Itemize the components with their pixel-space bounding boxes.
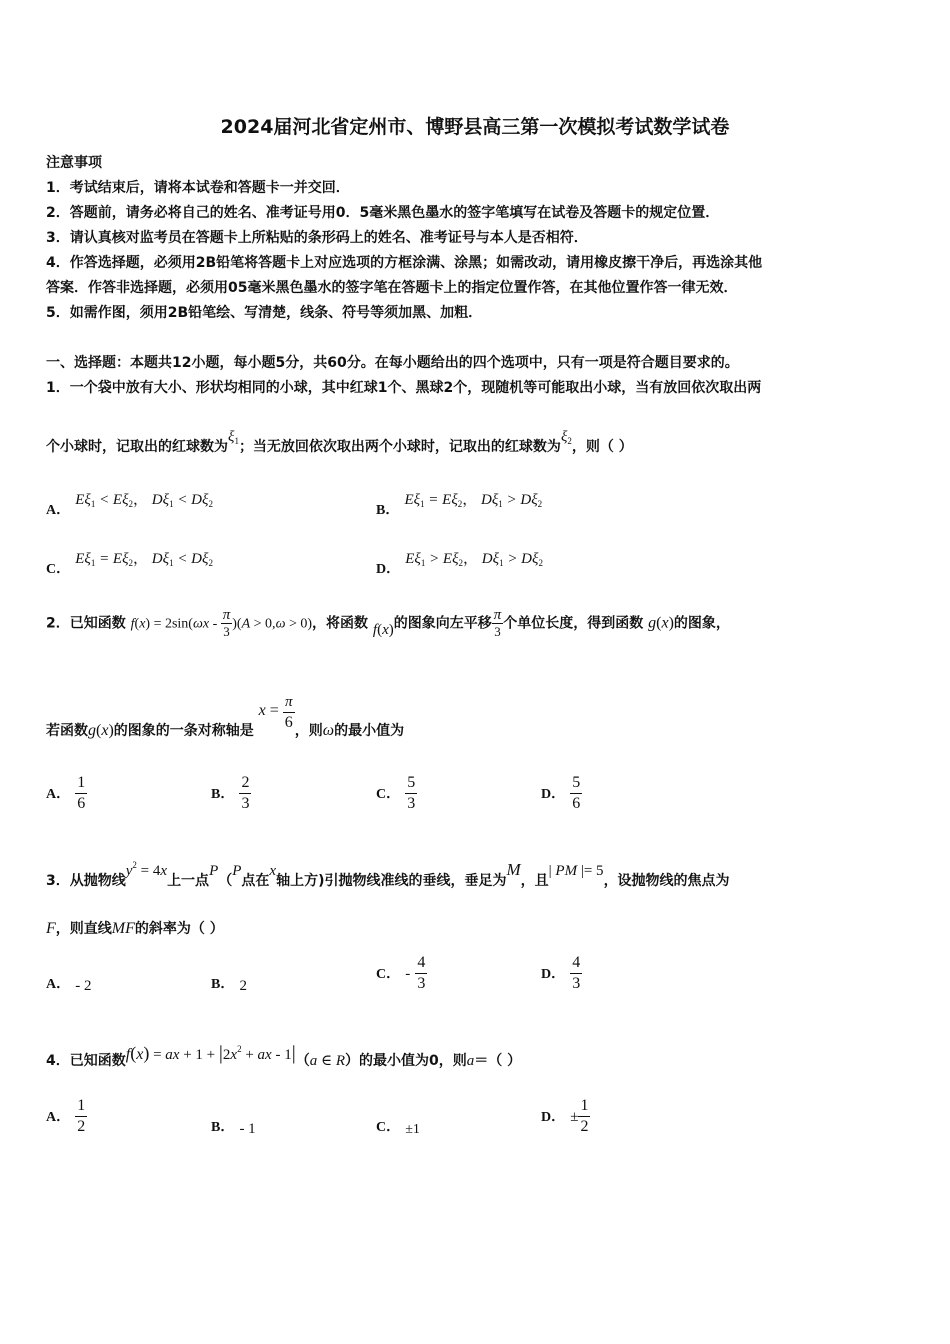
- q2-line2: 若函数g(x)的图象的一条对称轴是 x = $\frac{\pi}{6}$ ，则ω的最小值为: [46, 694, 405, 739]
- q4-line1: 4．已知函数f(x) = ax + $1 + |2x^2$ + ax - 1|（a ∈ R）的最小值为0，则a＝（ ）: [46, 1042, 522, 1069]
- note-item: 4．作答选择题，必须用2B铅笔将答题卡上对应选项的方框涂满、涂黑；如需改动，请用橡皮擦干净后，再选涂其他: [46, 255, 763, 271]
- q3-option-a[interactable]: A． - 2: [46, 977, 92, 994]
- q3-option-d[interactable]: D． $\frac{4}{3}$: [541, 954, 581, 992]
- q4-option-c[interactable]: C． ±1: [376, 1120, 420, 1137]
- note-item: 3．请认真核对监考员在答题卡上所粘贴的条形码上的姓名、准考证号与本人是否相符．: [46, 230, 588, 246]
- q2-line1: 2．已知函数 f(x) = 2sin(ωx - $\frac{\pi}{3}$ )(A > 0,ω > 0)，将函数 f(x)的图象向左平移 $\frac{\pi}{3}$ 个单位长度，得到函数 g(x)的图象，: [46, 607, 730, 639]
- note-item: 1．考试结束后，请将本试卷和答题卡一并交回．: [46, 180, 350, 196]
- q4-option-a[interactable]: A． $\frac{1}{2}$: [46, 1097, 86, 1135]
- q2-option-d[interactable]: D． $\frac{5}{6}$: [541, 774, 581, 812]
- q3-option-b[interactable]: B． 2: [211, 977, 247, 994]
- q4-option-d[interactable]: D． ± $\frac{1}{2}$: [541, 1097, 589, 1135]
- note-item: 2．答题前，请务必将自己的姓名、准考证号用0．5毫米黑色墨水的签字笔填写在试卷及答题卡的规定位置．: [46, 205, 720, 221]
- q1-text-a: 个小球时，记取出的红球数为: [46, 439, 228, 455]
- q2-option-a[interactable]: A． $\frac{1}{6}$: [46, 774, 86, 812]
- q1-option-b[interactable]: B． $E\xi_1 = E\xi_2$， $D\xi_1 > D\xi_2$: [376, 492, 543, 518]
- q1-text-b: ；当无放回依次取出两个小球时，记取出的红球数为: [238, 439, 561, 455]
- q1-text-c: ，则（ ）: [571, 439, 633, 455]
- q3-option-c[interactable]: C． - $\frac{4}{3}$: [376, 954, 426, 992]
- q1-option-a[interactable]: A． $E\xi_1 < E\xi_2$， $D\xi_1 < D\xi_2$: [46, 492, 213, 518]
- note-item: 答案．作答非选择题，必须用05毫米黑色墨水的签字笔在答题卡上的指定位置作答，在其他位置作答一律无效．: [46, 280, 738, 296]
- q1-line2: 个小球时，记取出的红球数为$\xi_1$；当无放回依次取出两个小球时，记取出的红球数为$\xi_2$，则（ ）: [46, 429, 633, 455]
- notes-heading: 注意事项: [46, 155, 102, 171]
- q2-option-c[interactable]: C． $\frac{5}{3}$: [376, 774, 416, 812]
- q3-line1: 3．从抛物线$y^2 = 4x$上一点P（P点在x轴上方)引抛物线准线的垂线，垂足为M，且| PM |= 5，设抛物线的焦点为: [46, 860, 730, 889]
- page-title: 2024届河北省定州市、博野县高三第一次模拟考试数学试卷: [220, 116, 730, 138]
- q1-option-c[interactable]: C． $E\xi_1 = E\xi_2$， $D\xi_1 < D\xi_2$: [46, 551, 213, 577]
- q1-line1: 1．一个袋中放有大小、形状均相同的小球，其中红球1个、黑球2个，现随机等可能取出小球，当有放回依次取出两: [46, 380, 762, 396]
- q3-line2: F，则直线MF的斜率为（ ）: [46, 920, 224, 937]
- q1-option-d[interactable]: D． $E\xi_1 > E\xi_2$， $D\xi_1 > D\xi_2$: [376, 551, 543, 577]
- section-heading: 一、选择题：本题共12小题，每小题5分，共60分。在每小题给出的四个选项中，只有一项是符合题目要求的。: [46, 355, 739, 371]
- q2-option-b[interactable]: B． $\frac{2}{3}$: [211, 774, 250, 812]
- note-item: 5．如需作图，须用2B铅笔绘、写清楚，线条、符号等须加黑、加粗．: [46, 305, 483, 321]
- q4-option-b[interactable]: B． - 1: [211, 1120, 256, 1137]
